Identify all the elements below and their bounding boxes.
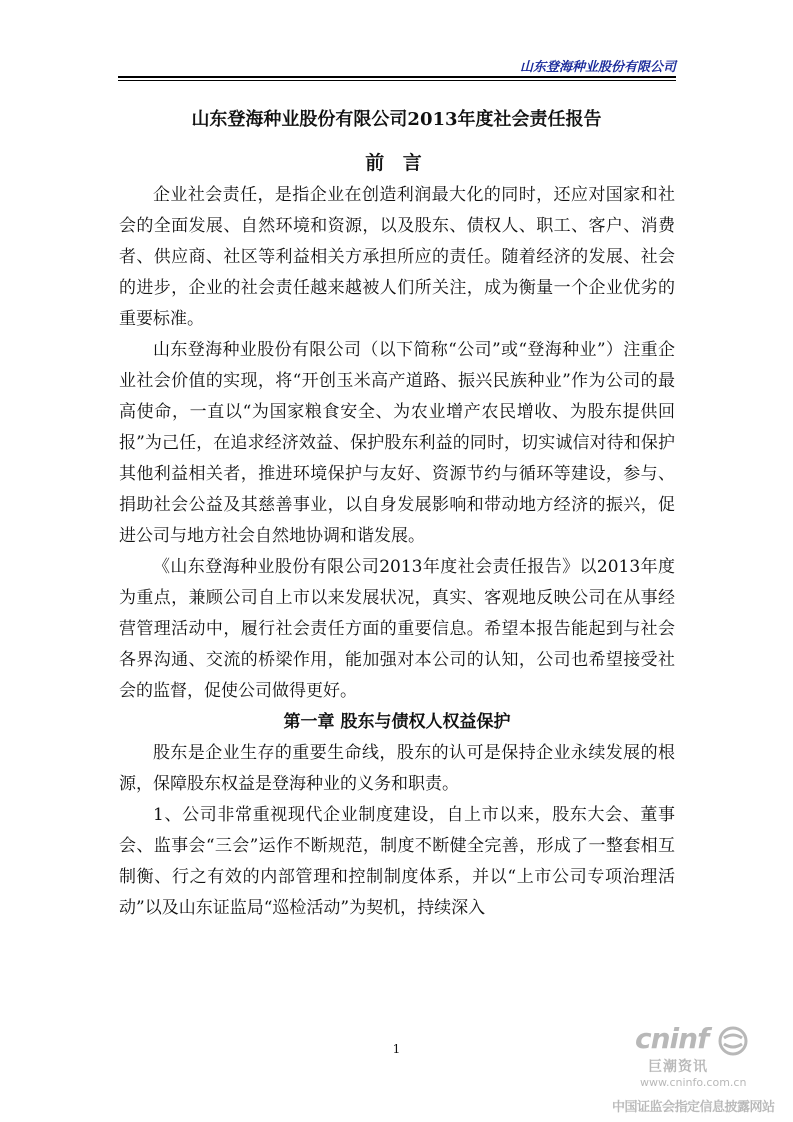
paragraph: 企业社会责任，是指企业在创造利润最大化的同时，还应对国家和社会的全面发展、自然环境和资源，以及股东、债权人、职工、客户、消费者、供应商、社区等利益相关方承担所应的责任。随着经济的发展、社会的进步，企业的社会责任越来越被人们所关注，成为衡量一个企业优劣的重要标准。: [119, 185, 675, 329]
chapter-heading: 第一章 股东与债权人权益保护: [283, 712, 511, 732]
watermark-logo-text: cninf: [635, 1022, 709, 1055]
watermark-cn-name: 巨潮资讯: [648, 1059, 708, 1075]
page-number: 1: [392, 1042, 401, 1056]
running-header: 山东登海种业股份有限公司: [519, 60, 676, 75]
document-body: [119, 180, 675, 924]
preface-heading: 前 言: [365, 152, 428, 174]
paragraph: 股东是企业生存的重要生命线，股东的认可是保持企业永续发展的根源，保障股东权益是登海种业的义务和职责。: [119, 743, 675, 794]
paragraph: 1、公司非常重视现代企业制度建设，自上市以来，股东大会、董事会、监事会“三会”运作不断规范，制度不断健全完善，形成了一整套相互制衡、行之有效的内部管理和控制制度体系，并以“上市公司专项治理活动”以及山东证监局“巡检活动”为契机，持续深入: [119, 805, 675, 918]
cninfo-logo-icon: [718, 1026, 748, 1056]
watermark-url: www.cninfo.com.cn: [640, 1076, 747, 1089]
paragraph: 山东登海种业股份有限公司（以下简称“公司”或“登海种业”）注重企业社会价值的实现，将“开创玉米高产道路、振兴民族种业”作为公司的最高使命，一直以“为国家粮食安全、为农业增产农民增收、为股东提供回报”为己任，在追求经济效益、保护股东利益的同时，切实诚信对待和保护其他利益相关者，推进环境保护与友好、资源节约与循环等建设，参与、捐助社会公益及其慈善事业，以自身发展影响和带动地方经济的振兴，促进公司与地方社会自然地协调和谐发展。: [119, 340, 675, 546]
document-title: 山东登海种业股份有限公司2013年度社会责任报告: [191, 109, 602, 130]
paragraph: 《山东登海种业股份有限公司2013年度社会责任报告》以2013年度为重点，兼顾公司自上市以来发展状况，真实、客观地反映公司在从事经营管理活动中，履行社会责任方面的重要信息。希望本报告能起到与社会各界沟通、交流的桥梁作用，能加强对本公司的认知，公司也希望接受社会的监督，促使公司做得更好。: [119, 557, 675, 701]
header-rule: [118, 76, 676, 81]
cninfo-watermark: [600, 1022, 790, 1122]
watermark-site: 中国证监会指定信息披露网站: [612, 1100, 775, 1115]
